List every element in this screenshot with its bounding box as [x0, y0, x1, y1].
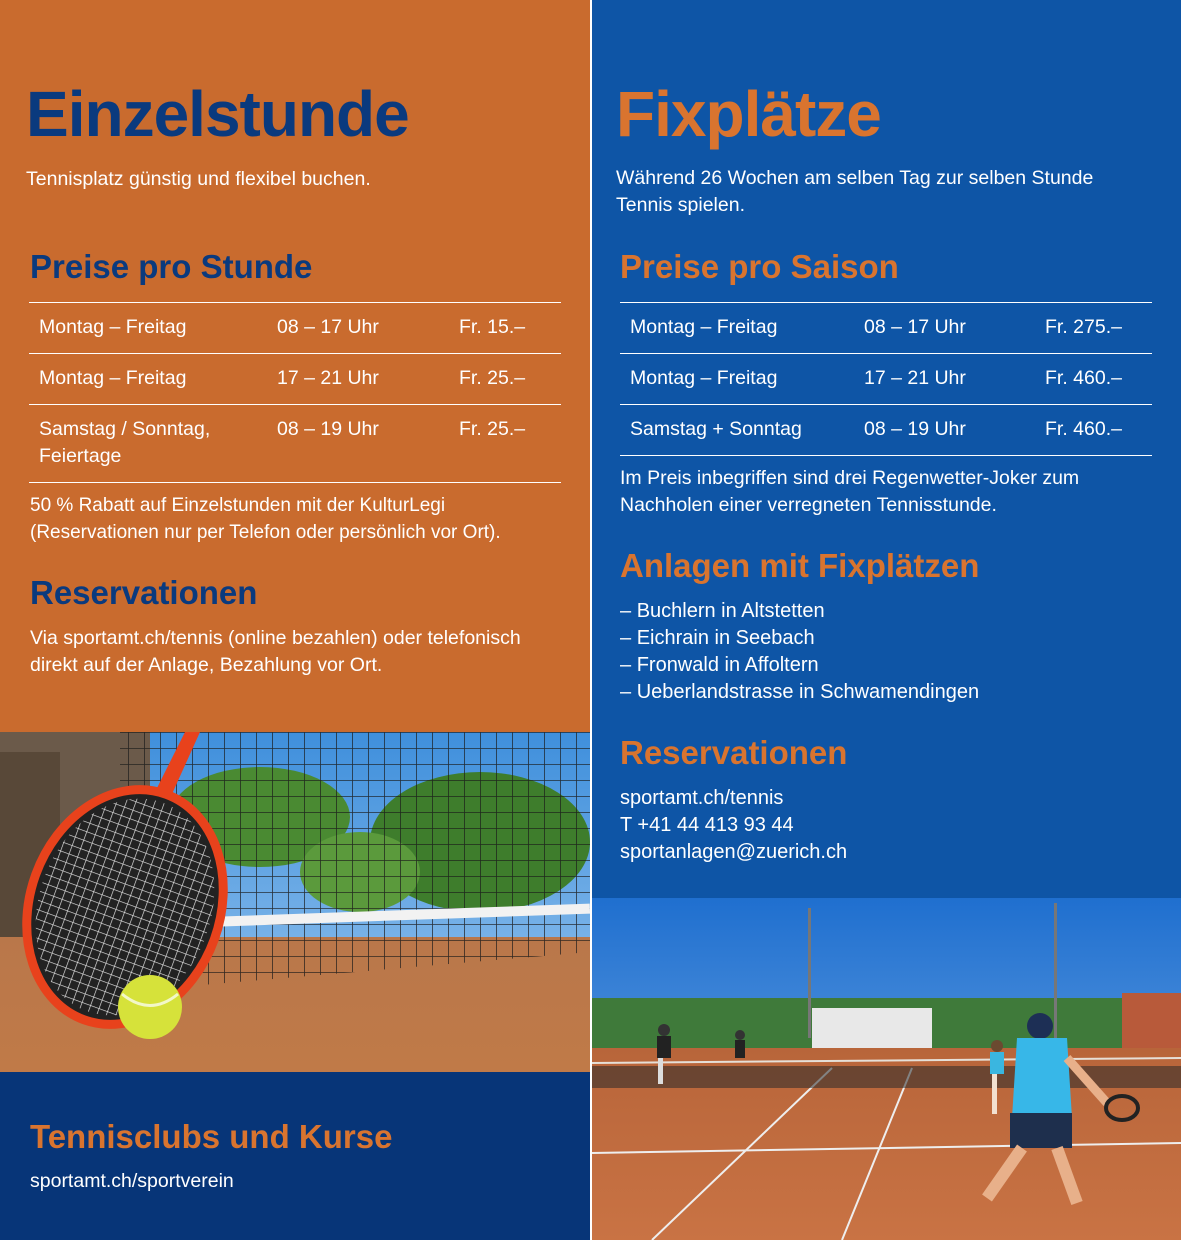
- phone-number[interactable]: T +41 44 413 93 44: [620, 814, 794, 836]
- fixplaetze-panel: [592, 0, 1181, 898]
- list-item: – Eichrain in Seebach: [620, 625, 979, 652]
- einzelstunde-intro: Tennisplatz günstig und flexibel buchen.: [26, 168, 371, 190]
- days-cell: Montag – Freitag: [39, 367, 187, 389]
- time-cell: 08 – 17 Uhr: [864, 316, 966, 338]
- facilities-list: [620, 598, 979, 706]
- email-link[interactable]: sportanlagen@zuerich.ch: [620, 841, 848, 863]
- price-cell: Fr. 25.–: [459, 418, 526, 440]
- table-row: [620, 303, 1152, 354]
- time-cell: 17 – 21 Uhr: [864, 367, 966, 389]
- contact-block: [620, 785, 847, 866]
- reservation-text-left: Via sportamt.ch/tennis (online bezahlen) oder telefonisch direkt auf der Anlage, Bezahlung vor Ort.: [30, 627, 521, 676]
- table-row: [29, 405, 561, 483]
- anlagen-heading: Anlagen mit Fixplätzen: [620, 547, 980, 584]
- racket-ball-photo: [0, 732, 590, 1072]
- einzelstunde-panel: [0, 0, 590, 732]
- table-row: [620, 354, 1152, 405]
- table-row: [29, 354, 561, 405]
- tennisclubs-section: [0, 1072, 590, 1240]
- days-cell: Montag – Freitag: [630, 316, 778, 338]
- table-row: [620, 405, 1152, 456]
- price-cell: Fr. 15.–: [459, 316, 526, 338]
- preise-pro-saison-heading: Preise pro Saison: [620, 248, 899, 285]
- fixplaetze-intro: Während 26 Wochen am selben Tag zur selben Stunde Tennis spielen.: [616, 167, 1094, 216]
- time-cell: 08 – 17 Uhr: [277, 316, 379, 338]
- list-item: – Buchlern in Altstetten: [620, 598, 979, 625]
- tennis-web-link[interactable]: sportamt.ch/tennis: [620, 787, 784, 809]
- list-item: – Fronwald in Affoltern: [620, 652, 979, 679]
- fixplaetze-title: Fixplätze: [616, 78, 881, 150]
- time-cell: 08 – 19 Uhr: [277, 418, 379, 440]
- days-cell: Samstag / Sonntag, Feiertage: [39, 418, 211, 467]
- price-cell: Fr. 275.–: [1045, 316, 1122, 338]
- hourly-price-table: [29, 302, 561, 483]
- time-cell: 08 – 19 Uhr: [864, 418, 966, 440]
- sportverein-link[interactable]: sportamt.ch/sportverein: [30, 1170, 234, 1192]
- list-item: – Ueberlandstrasse in Schwamendingen: [620, 679, 979, 706]
- season-price-table: [620, 302, 1152, 456]
- tennisclubs-heading: Tennisclubs und Kurse: [30, 1118, 393, 1155]
- regenwetter-joker-note: Im Preis inbegriffen sind drei Regenwetter-Joker zum Nachholen einer verregneten Tennisstunde.: [620, 467, 1080, 516]
- days-cell: Montag – Freitag: [39, 316, 187, 338]
- price-cell: Fr. 460.–: [1045, 367, 1122, 389]
- kulturlegi-discount-note: 50 % Rabatt auf Einzelstunden mit der KulturLegi (Reservationen nur per Telefon oder persönlich vor Ort).: [30, 495, 501, 543]
- table-row: [29, 303, 561, 354]
- price-cell: Fr. 460.–: [1045, 418, 1122, 440]
- reservationen-heading-left: Reservationen: [30, 574, 258, 611]
- preise-pro-stunde-heading: Preise pro Stunde: [30, 248, 313, 285]
- days-cell: Samstag + Sonntag: [630, 418, 802, 440]
- time-cell: 17 – 21 Uhr: [277, 367, 379, 389]
- einzelstunde-title: Einzelstunde: [26, 78, 409, 150]
- reservationen-heading-right: Reservationen: [620, 734, 848, 771]
- players-court-photo: [592, 898, 1181, 1240]
- days-cell: Montag – Freitag: [630, 367, 778, 389]
- price-cell: Fr. 25.–: [459, 367, 526, 389]
